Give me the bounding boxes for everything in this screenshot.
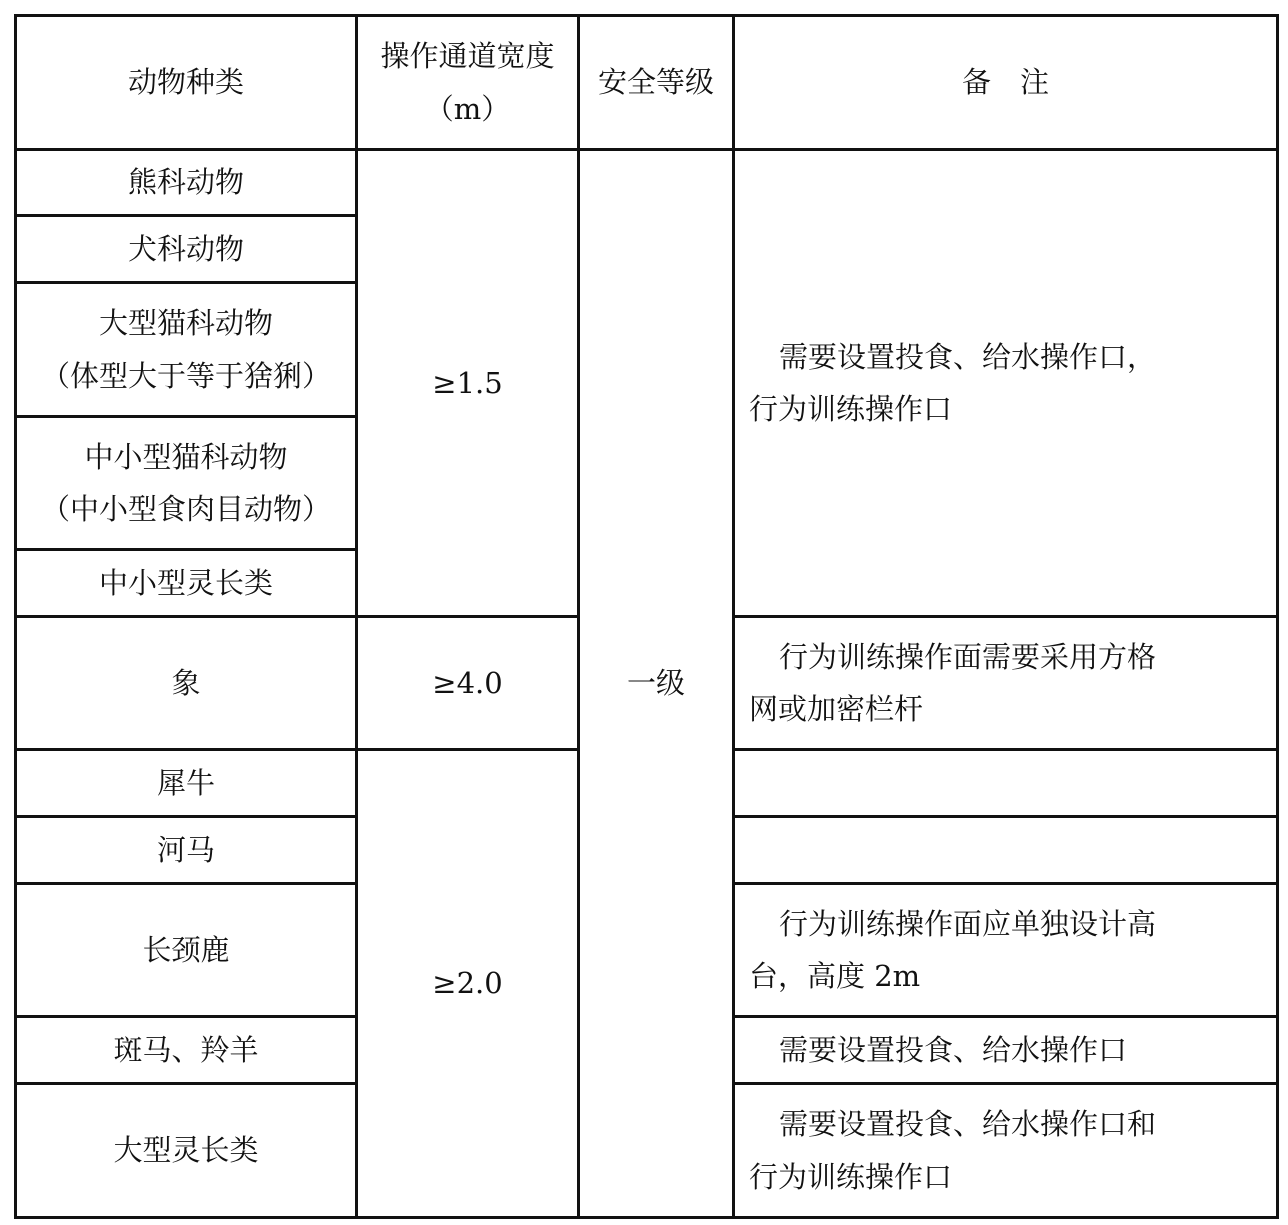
animal-cell: 犀牛 [16,750,357,817]
animal-cell: 犬科动物 [16,216,357,283]
width-cell-group2: ≥4.0 [357,617,579,750]
animal-cell: 斑马、羚羊 [16,1017,357,1084]
animal-cell: 象 [16,617,357,750]
remark-cell-hippo [734,817,1278,884]
animal-cell: 大型灵长类 [16,1084,357,1218]
animal-passage-table [14,14,1279,1219]
width-cell-group3: ≥2.0 [357,750,579,1218]
remark-cell-giraffe: 行为训练操作面应单独设计高 台，高度 2m [734,884,1278,1017]
width-cell-group1: ≥1.5 [357,150,579,617]
animal-cell: 中小型灵长类 [16,550,357,617]
remark-cell-group1: 需要设置投食、给水操作口， 行为训练操作口 [734,150,1278,617]
remark-cell-rhino [734,750,1278,817]
animal-cell: 熊科动物 [16,150,357,216]
remark-cell-elephant: 行为训练操作面需要采用方格 网或加密栏杆 [734,617,1278,750]
safety-level-cell: 一级 [579,150,734,1218]
table-row [16,150,1278,216]
remark-cell-zebra: 需要设置投食、给水操作口 [734,1017,1278,1084]
header-row [16,16,1278,150]
animal-cell: 河马 [16,817,357,884]
header-safety: 安全等级 [579,16,734,150]
animal-cell: 中小型猫科动物 （中小型食肉目动物） [16,417,357,550]
header-remark: 备 注 [734,16,1278,150]
animal-cell: 长颈鹿 [16,884,357,1017]
header-animal: 动物种类 [16,16,357,150]
header-width: 操作通道宽度 （m） [357,16,579,150]
animal-cell: 大型猫科动物 （体型大于等于猞猁） [16,283,357,417]
remark-cell-large-primates: 需要设置投食、给水操作口和 行为训练操作口 [734,1084,1278,1218]
